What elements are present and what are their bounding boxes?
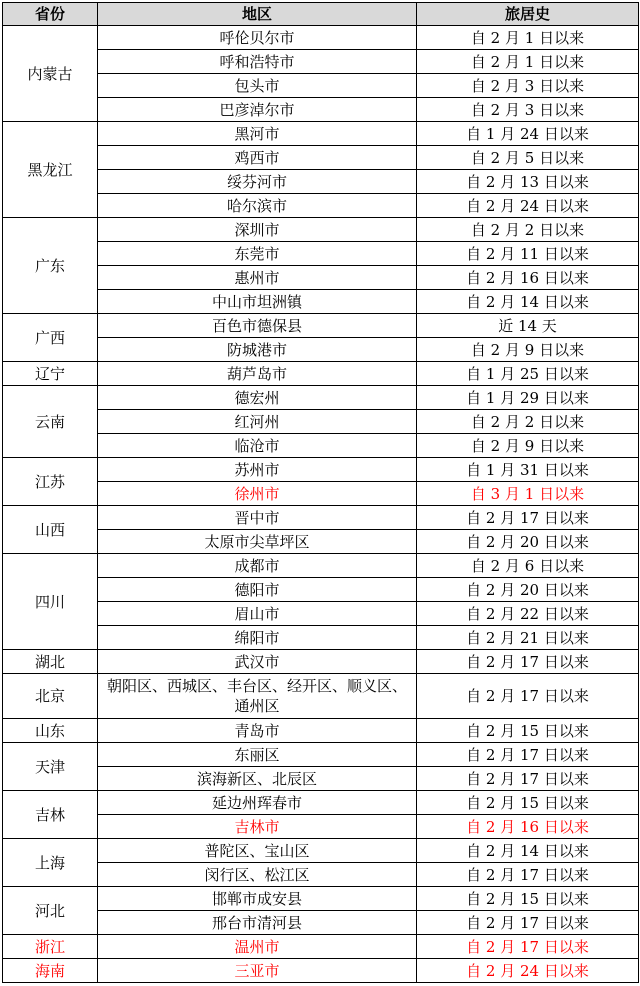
travel-history-cell: 自 2 月 11 日以来 xyxy=(417,242,639,266)
travel-history-cell: 自 1 月 24 日以来 xyxy=(417,122,639,146)
province-cell: 山西 xyxy=(3,506,98,554)
region-cell: 苏州市 xyxy=(98,458,417,482)
table-row xyxy=(3,218,639,242)
region-cell: 临沧市 xyxy=(98,434,417,458)
travel-history-cell: 自 2 月 21 日以来 xyxy=(417,626,639,650)
province-cell: 上海 xyxy=(3,839,98,887)
travel-history-cell: 自 2 月 9 日以来 xyxy=(417,434,639,458)
table-row xyxy=(3,530,639,554)
region-cell: 延边州珲春市 xyxy=(98,791,417,815)
table-row xyxy=(3,791,639,815)
region-cell: 绵阳市 xyxy=(98,626,417,650)
travel-history-cell: 自 2 月 14 日以来 xyxy=(417,290,639,314)
region-cell: 红河州 xyxy=(98,410,417,434)
table-row xyxy=(3,98,639,122)
table-row xyxy=(3,815,639,839)
travel-history-cell: 自 2 月 9 日以来 xyxy=(417,338,639,362)
travel-history-cell: 自 2 月 17 日以来 xyxy=(417,506,639,530)
travel-history-cell: 自 2 月 13 日以来 xyxy=(417,170,639,194)
travel-history-cell: 自 2 月 16 日以来 xyxy=(417,815,639,839)
travel-history-cell: 自 1 月 25 日以来 xyxy=(417,362,639,386)
region-cell: 呼伦贝尔市 xyxy=(98,26,417,50)
travel-history-cell: 自 2 月 5 日以来 xyxy=(417,146,639,170)
region-cell: 邢台市清河县 xyxy=(98,911,417,935)
table-row xyxy=(3,626,639,650)
travel-history-cell: 自 2 月 1 日以来 xyxy=(417,50,639,74)
region-cell: 哈尔滨市 xyxy=(98,194,417,218)
region-cell: 温州市 xyxy=(98,935,417,959)
travel-history-cell: 自 2 月 20 日以来 xyxy=(417,578,639,602)
region-cell: 德宏州 xyxy=(98,386,417,410)
table-row xyxy=(3,506,639,530)
table-row xyxy=(3,362,639,386)
province-cell: 黑龙江 xyxy=(3,122,98,218)
travel-history-cell: 近 14 天 xyxy=(417,314,639,338)
region-cell: 吉林市 xyxy=(98,815,417,839)
header-region: 地区 xyxy=(98,3,417,26)
travel-history-cell: 自 2 月 15 日以来 xyxy=(417,791,639,815)
table-row xyxy=(3,194,639,218)
province-cell: 吉林 xyxy=(3,791,98,839)
province-cell: 北京 xyxy=(3,674,98,719)
travel-history-cell: 自 2 月 6 日以来 xyxy=(417,554,639,578)
travel-history-cell: 自 2 月 17 日以来 xyxy=(417,650,639,674)
table-row xyxy=(3,386,639,410)
region-cell: 葫芦岛市 xyxy=(98,362,417,386)
province-cell: 辽宁 xyxy=(3,362,98,386)
region-cell: 滨海新区、北辰区 xyxy=(98,767,417,791)
table-row xyxy=(3,887,639,911)
table-row xyxy=(3,554,639,578)
region-cell: 太原市尖草坪区 xyxy=(98,530,417,554)
travel-history-cell: 自 2 月 14 日以来 xyxy=(417,839,639,863)
table-row xyxy=(3,911,639,935)
travel-history-cell: 自 2 月 17 日以来 xyxy=(417,743,639,767)
table-row xyxy=(3,74,639,98)
travel-history-cell: 自 2 月 24 日以来 xyxy=(417,194,639,218)
region-cell: 晋中市 xyxy=(98,506,417,530)
table-row xyxy=(3,410,639,434)
table-row xyxy=(3,146,639,170)
province-cell: 海南 xyxy=(3,959,98,983)
table-row xyxy=(3,50,639,74)
region-cell: 普陀区、宝山区 xyxy=(98,839,417,863)
region-cell: 成都市 xyxy=(98,554,417,578)
table-row xyxy=(3,602,639,626)
travel-history-cell: 自 2 月 2 日以来 xyxy=(417,410,639,434)
travel-history-cell: 自 2 月 1 日以来 xyxy=(417,26,639,50)
table-row xyxy=(3,458,639,482)
region-cell: 巴彦淖尔市 xyxy=(98,98,417,122)
travel-history-cell: 自 2 月 17 日以来 xyxy=(417,911,639,935)
province-cell: 山东 xyxy=(3,719,98,743)
travel-history-cell: 自 1 月 29 日以来 xyxy=(417,386,639,410)
region-cell: 呼和浩特市 xyxy=(98,50,417,74)
travel-history-cell: 自 3 月 1 日以来 xyxy=(417,482,639,506)
region-cell: 绥芬河市 xyxy=(98,170,417,194)
province-cell: 云南 xyxy=(3,386,98,458)
table-row xyxy=(3,743,639,767)
region-cell: 德阳市 xyxy=(98,578,417,602)
travel-history-cell: 自 1 月 31 日以来 xyxy=(417,458,639,482)
table-row xyxy=(3,578,639,602)
table-row xyxy=(3,122,639,146)
province-cell: 江苏 xyxy=(3,458,98,506)
province-cell: 湖北 xyxy=(3,650,98,674)
table-row xyxy=(3,767,639,791)
table-row xyxy=(3,719,639,743)
travel-history-cell: 自 2 月 15 日以来 xyxy=(417,719,639,743)
region-cell: 东丽区 xyxy=(98,743,417,767)
header-row xyxy=(3,3,639,26)
travel-history-table xyxy=(2,2,639,983)
travel-history-cell: 自 2 月 2 日以来 xyxy=(417,218,639,242)
table-row xyxy=(3,482,639,506)
travel-history-cell: 自 2 月 3 日以来 xyxy=(417,98,639,122)
province-cell: 浙江 xyxy=(3,935,98,959)
region-cell: 朝阳区、西城区、丰台区、经开区、顺义区、通州区 xyxy=(98,674,417,719)
region-cell: 惠州市 xyxy=(98,266,417,290)
table-row xyxy=(3,290,639,314)
travel-history-cell: 自 2 月 17 日以来 xyxy=(417,935,639,959)
travel-history-cell: 自 2 月 17 日以来 xyxy=(417,767,639,791)
table-row xyxy=(3,170,639,194)
table-row xyxy=(3,26,639,50)
table-row xyxy=(3,839,639,863)
table-row xyxy=(3,959,639,983)
header-travel-history: 旅居史 xyxy=(417,3,639,26)
travel-history-cell: 自 2 月 22 日以来 xyxy=(417,602,639,626)
table-row xyxy=(3,863,639,887)
region-cell: 眉山市 xyxy=(98,602,417,626)
table-row xyxy=(3,314,639,338)
table-row xyxy=(3,242,639,266)
province-cell: 四川 xyxy=(3,554,98,650)
region-cell: 青岛市 xyxy=(98,719,417,743)
region-cell: 深圳市 xyxy=(98,218,417,242)
header-province: 省份 xyxy=(3,3,98,26)
travel-history-cell: 自 2 月 20 日以来 xyxy=(417,530,639,554)
travel-history-cell: 自 2 月 17 日以来 xyxy=(417,863,639,887)
table-row xyxy=(3,434,639,458)
region-cell: 中山市坦洲镇 xyxy=(98,290,417,314)
region-cell: 武汉市 xyxy=(98,650,417,674)
travel-history-cell: 自 2 月 24 日以来 xyxy=(417,959,639,983)
province-cell: 内蒙古 xyxy=(3,26,98,122)
region-cell: 三亚市 xyxy=(98,959,417,983)
region-cell: 徐州市 xyxy=(98,482,417,506)
region-cell: 黑河市 xyxy=(98,122,417,146)
region-cell: 东莞市 xyxy=(98,242,417,266)
region-cell: 包头市 xyxy=(98,74,417,98)
table-row xyxy=(3,266,639,290)
province-cell: 广东 xyxy=(3,218,98,314)
province-cell: 河北 xyxy=(3,887,98,935)
table-body xyxy=(3,26,639,983)
table-row xyxy=(3,674,639,719)
travel-history-cell: 自 2 月 3 日以来 xyxy=(417,74,639,98)
region-cell: 邯郸市成安县 xyxy=(98,887,417,911)
province-cell: 天津 xyxy=(3,743,98,791)
travel-history-cell: 自 2 月 16 日以来 xyxy=(417,266,639,290)
travel-history-cell: 自 2 月 15 日以来 xyxy=(417,887,639,911)
region-cell: 百色市德保县 xyxy=(98,314,417,338)
table-row xyxy=(3,338,639,362)
table-row xyxy=(3,650,639,674)
province-cell: 广西 xyxy=(3,314,98,362)
travel-history-cell: 自 2 月 17 日以来 xyxy=(417,674,639,719)
region-cell: 防城港市 xyxy=(98,338,417,362)
table-row xyxy=(3,935,639,959)
region-cell: 闵行区、松江区 xyxy=(98,863,417,887)
region-cell: 鸡西市 xyxy=(98,146,417,170)
